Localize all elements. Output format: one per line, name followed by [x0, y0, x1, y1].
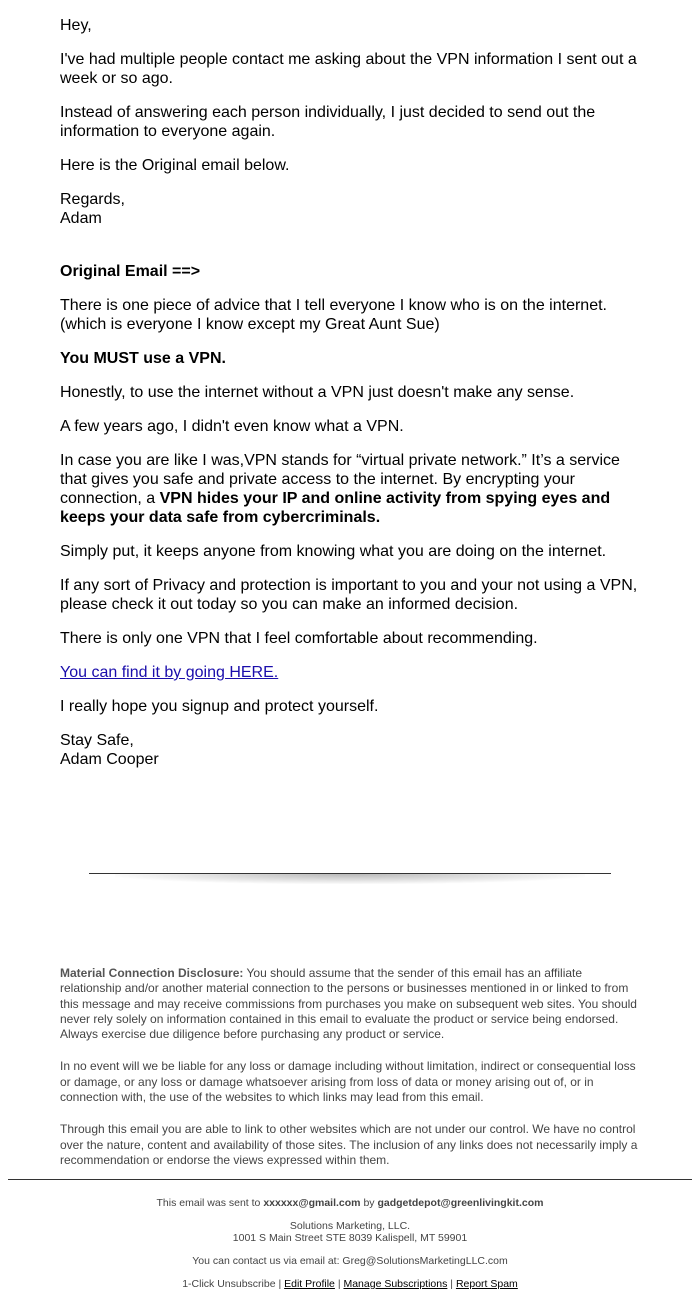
- intro-paragraph: Instead of answering each person individually, I just decided to send out the information to everyone again.: [60, 104, 596, 140]
- stay-safe: Stay Safe,: [60, 732, 134, 749]
- body-paragraph: Honestly, to use the internet without a VPN just doesn't make any sense.: [60, 384, 575, 401]
- section-divider: [89, 873, 611, 903]
- contact-line: You can contact us via email at: Greg@SolutionsMarketingLLC.com: [192, 1255, 508, 1267]
- company-address: 1001 S Main Street STE 8039 Kalispell, MT 59901: [232, 1232, 468, 1244]
- sender-name: Adam Cooper: [60, 751, 159, 768]
- signature-name: Adam: [60, 210, 102, 227]
- disclaimer: [60, 966, 645, 1185]
- advice-paragraph: There is one piece of advice that I tell everyone I know who is on the internet. (which is everyone I know except my Great Aunt Sue): [60, 297, 607, 333]
- manage-subscriptions-link[interactable]: Manage Subscriptions: [343, 1278, 448, 1290]
- material-disclosure: Material Connection Disclosure: You should assume that the sender of this email has an affiliate relationship and/or another material connection to the persons or businesses mentioned in or linked to from this message and may receive commissions from purchases you make on subsequent web sites. You should never rely solely on information contained in this email to evaluate the product or service being endorsed. Always exercise due diligence before purchasing any product or service.: [60, 966, 637, 1042]
- email-body: [60, 16, 650, 784]
- body-paragraph: A few years ago, I didn't even know what a VPN.: [60, 418, 404, 435]
- body-paragraph: There is only one VPN that I feel comfortable about recommending.: [60, 630, 538, 647]
- sender-email: gadgetdepot@greenlivingkit.com: [377, 1197, 544, 1209]
- body-paragraph: If any sort of Privacy and protection is important to you and your not using a VPN, please check it out today so you can make an informed decision.: [60, 577, 638, 613]
- liability-disclaimer: In no event will we be liable for any loss or damage including without limitation, indirect or consequential loss or damage, or any loss or damage whatsoever arising from loss of data or money arising out of, or in connection with, the use of the websites to which links may lead from this email.: [60, 1059, 636, 1105]
- divider-shadow: [115, 874, 585, 884]
- greeting: Hey,: [60, 17, 92, 34]
- links-disclaimer: Through this email you are able to link to other websites which are not under our control. We have no control over the nature, content and availability of those sites. The inclusion of any links does not necessarily imply a recommendation or endorse the views expressed within them.: [60, 1122, 638, 1167]
- company-name: Solutions Marketing, LLC.: [289, 1220, 411, 1232]
- footer: [0, 1197, 700, 1290]
- find-it-here-link[interactable]: You can find it by going HERE.: [60, 664, 279, 681]
- footer-links: 1-Click Unsubscribe | Edit Profile | Manage Subscriptions | Report Spam: [182, 1278, 518, 1290]
- intro-paragraph: I've had multiple people contact me asking about the VPN information I sent out a week or so ago.: [60, 51, 637, 87]
- must-vpn-heading: You MUST use a VPN.: [60, 350, 226, 367]
- signature-regards: Regards,: [60, 191, 125, 208]
- original-email-header: Original Email ==>: [60, 263, 201, 280]
- edit-profile-link[interactable]: Edit Profile: [284, 1278, 335, 1290]
- unsubscribe-text: 1-Click Unsubscribe: [182, 1278, 276, 1290]
- report-spam-link[interactable]: Report Spam: [455, 1278, 518, 1290]
- recipient-email: xxxxxx@gmail.com: [263, 1197, 361, 1209]
- body-paragraph: I really hope you signup and protect yourself.: [60, 698, 379, 715]
- signature: [60, 190, 650, 228]
- intro-paragraph: Here is the Original email below.: [60, 157, 290, 174]
- closing-signature: [60, 731, 650, 769]
- body-paragraph: Simply put, it keeps anyone from knowing what you are doing on the internet.: [60, 543, 607, 560]
- cta-paragraph: [60, 663, 650, 682]
- footer-divider: [8, 1179, 692, 1180]
- vpn-explanation: In case you are like I was,VPN stands for “virtual private network.” It’s a service that gives you safe and private access to the internet. By encrypting your connection, a VPN hides your IP and online activity from spying eyes and keeps your data safe from cybercriminals.: [60, 452, 620, 526]
- sent-to-line: This email was sent to xxxxxx@gmail.com by gadgetdepot@greenlivingkit.com: [156, 1197, 544, 1209]
